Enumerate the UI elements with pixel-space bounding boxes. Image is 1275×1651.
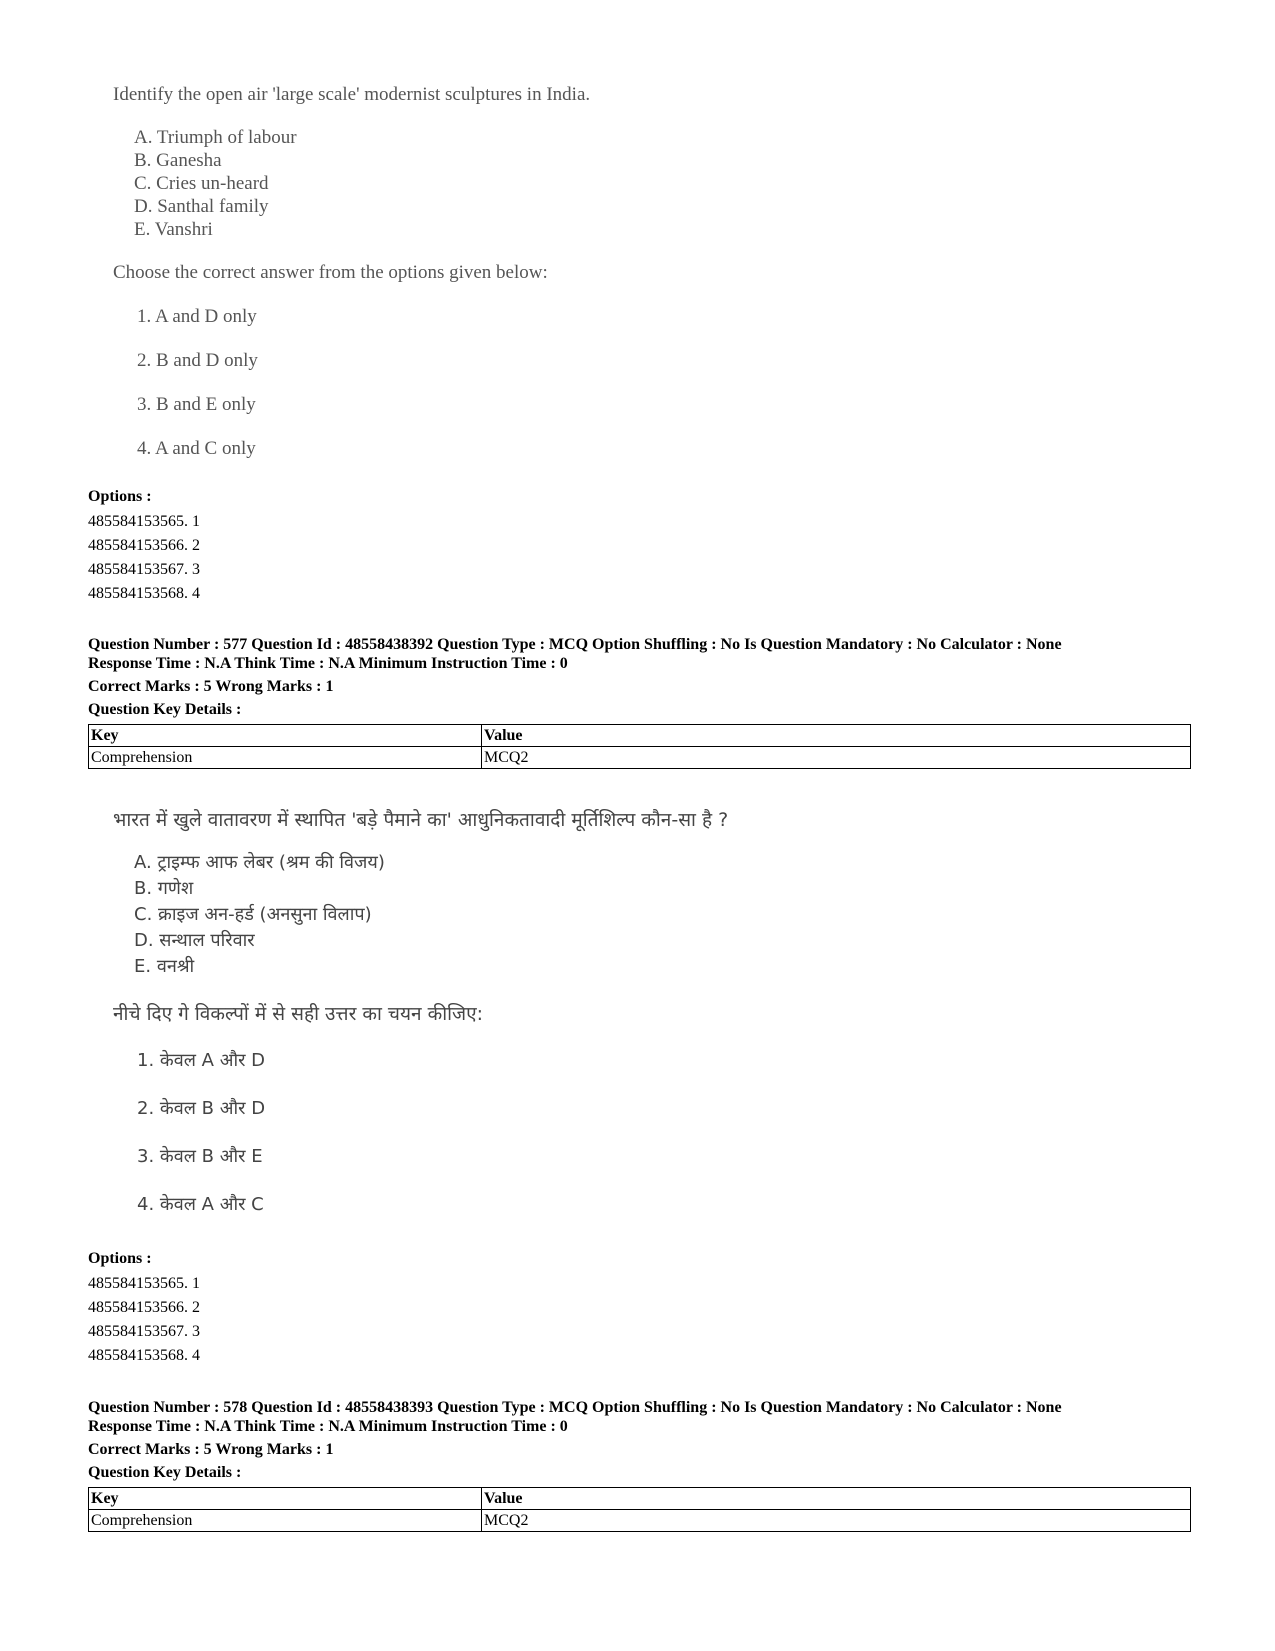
instruction-text: Choose the correct answer from the options given below: xyxy=(113,262,548,283)
answer-choice: 2. केवल B और D xyxy=(137,1098,266,1119)
statement-item: C. क्राइज अन-हर्ड (अनसुना विलाप) xyxy=(134,904,372,925)
statement-list xyxy=(134,126,297,241)
table-cell-key: Comprehension xyxy=(89,1510,482,1532)
statement-item: B. गणेश xyxy=(134,878,194,899)
question-timing-line: Response Time : N.A Think Time : N.A Minimum Instruction Time : 0 xyxy=(88,1418,568,1435)
key-details-table xyxy=(88,1487,1191,1532)
answer-choice: 4. A and C only xyxy=(137,438,256,459)
statement-item: E. वनश्री xyxy=(134,956,195,977)
options-list xyxy=(88,1272,200,1368)
answer-choice: 4. केवल A और C xyxy=(137,1194,264,1215)
option-line: 485584153565. 1 xyxy=(88,513,200,530)
table-row xyxy=(89,1510,1191,1532)
answer-choice: 1. केवल A और D xyxy=(137,1050,266,1071)
table-row xyxy=(89,747,1191,769)
table-cell-key: Comprehension xyxy=(89,747,482,769)
statement-item: A. Triumph of labour xyxy=(134,127,297,148)
key-details-label: Question Key Details : xyxy=(88,1464,242,1481)
table-header-key: Key xyxy=(89,1488,482,1510)
question-text: भारत में खुले वातावरण में स्थापित 'बड़े पैमाने का' आधुनिकतावादी मूर्तिशिल्प कौन-सा है ? xyxy=(113,809,729,831)
option-line: 485584153567. 3 xyxy=(88,561,200,578)
options-list xyxy=(88,510,200,606)
table-cell-value: MCQ2 xyxy=(482,747,1191,769)
key-details-label: Question Key Details : xyxy=(88,701,242,718)
option-line: 485584153568. 4 xyxy=(88,1347,200,1364)
table-header-row xyxy=(89,725,1191,747)
table-header-value: Value xyxy=(482,725,1191,747)
statement-list xyxy=(134,850,385,980)
question-timing-line: Response Time : N.A Think Time : N.A Minimum Instruction Time : 0 xyxy=(88,655,568,672)
marks-line: Correct Marks : 5 Wrong Marks : 1 xyxy=(88,1441,334,1458)
statement-item: B. Ganesha xyxy=(134,150,222,171)
statement-item: D. Santhal family xyxy=(134,196,269,217)
statement-item: A. ट्राइम्फ आफ लेबर (श्रम की विजय) xyxy=(134,852,385,873)
answer-choice: 1. A and D only xyxy=(137,306,257,327)
table-header-row xyxy=(89,1488,1191,1510)
question-text: Identify the open air 'large scale' modernist sculptures in India. xyxy=(113,84,591,105)
answer-choice: 2. B and D only xyxy=(137,350,258,371)
option-line: 485584153566. 2 xyxy=(88,1299,200,1316)
options-label: Options : xyxy=(88,1250,152,1267)
options-label: Options : xyxy=(88,488,152,505)
question-meta-line: Question Number : 578 Question Id : 48558438393 Question Type : MCQ Option Shuffling : No Is Question Mandatory : No Calculator : None xyxy=(88,1399,1062,1416)
option-line: 485584153565. 1 xyxy=(88,1275,200,1292)
key-details-table xyxy=(88,724,1191,769)
option-line: 485584153568. 4 xyxy=(88,585,200,602)
option-line: 485584153567. 3 xyxy=(88,1323,200,1340)
table-header-key: Key xyxy=(89,725,482,747)
table-header-value: Value xyxy=(482,1488,1191,1510)
statement-item: C. Cries un-heard xyxy=(134,173,269,194)
marks-line: Correct Marks : 5 Wrong Marks : 1 xyxy=(88,678,334,695)
option-line: 485584153566. 2 xyxy=(88,537,200,554)
statement-item: E. Vanshri xyxy=(134,219,213,240)
instruction-text: नीचे दिए गे विकल्पों में से सही उत्तर का चयन कीजिए: xyxy=(113,1003,484,1025)
answer-choice: 3. B and E only xyxy=(137,394,256,415)
question-meta-line: Question Number : 577 Question Id : 48558438392 Question Type : MCQ Option Shuffling : No Is Question Mandatory : No Calculator : None xyxy=(88,636,1062,653)
answer-choice: 3. केवल B और E xyxy=(137,1146,263,1167)
statement-item: D. सन्थाल परिवार xyxy=(134,930,255,951)
table-cell-value: MCQ2 xyxy=(482,1510,1191,1532)
